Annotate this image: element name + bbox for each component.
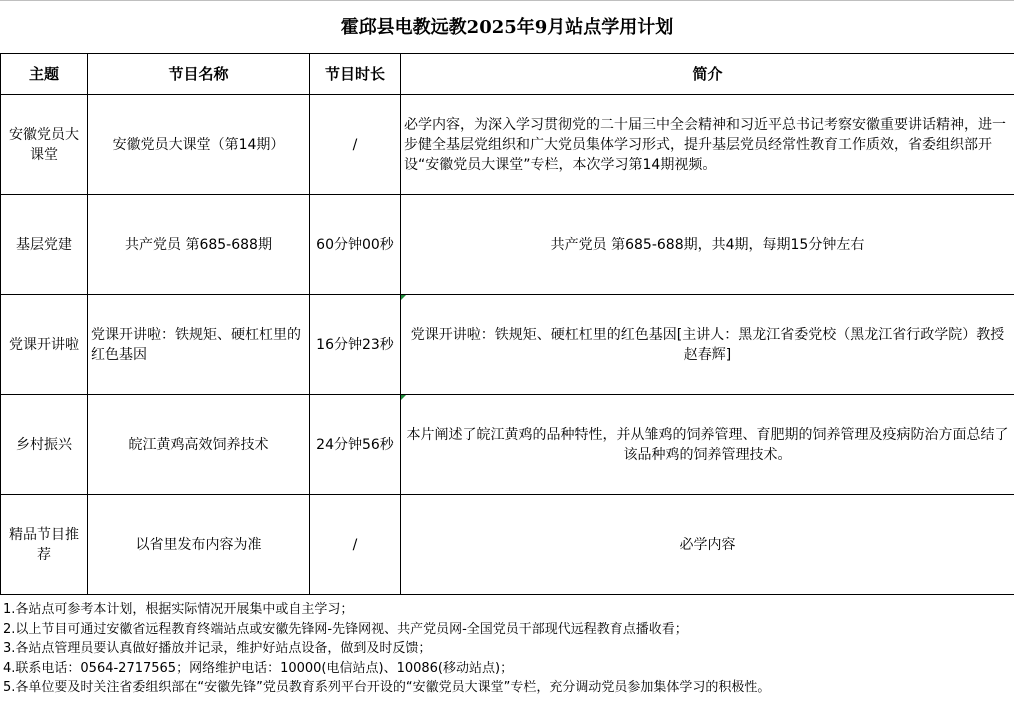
comment-marker-icon[interactable]: [401, 295, 406, 300]
cell-topic[interactable]: 安徽党员大课堂: [1, 95, 88, 195]
table-row: [1, 495, 1014, 595]
note-line: 3.各站点管理员要认真做好播放并记录，维护好站点设备，做到及时反馈；: [3, 641, 432, 656]
cell-intro[interactable]: [401, 395, 1014, 495]
cell-topic[interactable]: 基层党建: [1, 195, 88, 295]
cell-duration[interactable]: 60分钟00秒: [310, 195, 401, 295]
cell-program[interactable]: 皖江黄鸡高效饲养技术: [88, 395, 310, 495]
cell-topic[interactable]: 精品节目推荐: [1, 495, 88, 595]
cell-duration[interactable]: /: [310, 495, 401, 595]
cell-intro[interactable]: [401, 295, 1014, 395]
cell-duration[interactable]: /: [310, 95, 401, 195]
cell-duration[interactable]: 24分钟56秒: [310, 395, 401, 495]
table-row: [1, 195, 1014, 295]
table-row: [1, 95, 1014, 195]
column-header-intro[interactable]: 简介: [401, 54, 1014, 95]
column-header-duration[interactable]: 节目时长: [310, 54, 401, 95]
table-row: [1, 295, 1014, 395]
comment-marker-icon[interactable]: [401, 395, 406, 400]
column-header-program[interactable]: 节目名称: [88, 54, 310, 95]
notes-section: [0, 600, 1014, 698]
cell-topic[interactable]: 乡村振兴: [1, 395, 88, 495]
note-line: 4.联系电话：0564-2717565；网络维护电话：10000(电信站点)、10086(移动站点)；: [3, 660, 514, 676]
table-header-row: [1, 54, 1014, 95]
cell-program[interactable]: 安徽党员大课堂（第14期）: [88, 95, 310, 195]
cell-topic[interactable]: 党课开讲啦: [1, 295, 88, 395]
cell-program[interactable]: 以省里发布内容为准: [88, 495, 310, 595]
note-line: 5.各单位要及时关注省委组织部在“安徽先锋”党员教育系列平台开设的“安徽党员大课堂”专栏，充分调动党员参加集体学习的积极性。: [3, 680, 771, 695]
cell-intro[interactable]: 共产党员 第685-688期，共4期，每期15分钟左右: [401, 195, 1014, 295]
note-line: 1.各站点可参考本计划，根据实际情况开展集中或自主学习；: [3, 602, 354, 617]
plan-table: [0, 53, 1014, 595]
cell-intro-text: 党课开讲啦：铁规矩、硬杠杠里的红色基因[主讲人：黑龙江省委党校（黑龙江省行政学院）教授赵春辉]: [410, 326, 1005, 363]
cell-program[interactable]: 党课开讲啦：铁规矩、硬杠杠里的红色基因: [88, 295, 310, 395]
cell-intro-text: 本片阐述了皖江黄鸡的品种特性，并从雏鸡的饲养管理、育肥期的饲养管理及疫病防治方面总结了该品种鸡的饲养管理技术。: [406, 426, 1009, 463]
note-line: 2.以上节目可通过安徽省远程教育终端站点或安徽先锋网-先锋网视、共产党员网-全国党员干部现代远程教育点播收看；: [3, 621, 688, 637]
cell-program[interactable]: 共产党员 第685-688期: [88, 195, 310, 295]
cell-duration[interactable]: 16分钟23秒: [310, 295, 401, 395]
page-title: 霍邱县电教远教2025年9月站点学用计划: [0, 0, 1014, 54]
cell-intro[interactable]: 必学内容: [401, 495, 1014, 595]
cell-intro[interactable]: 必学内容，为深入学习贯彻党的二十届三中全会精神和习近平总书记考察安徽重要讲话精神，进一步健全基层党组织和广大党员集体学习形式，提升基层党员经常性教育工作质效，省委组织部开设“安徽党员大课堂”专栏，本次学习第14期视频。: [401, 95, 1014, 195]
table-row: [1, 395, 1014, 495]
column-header-topic[interactable]: 主题: [1, 54, 88, 95]
